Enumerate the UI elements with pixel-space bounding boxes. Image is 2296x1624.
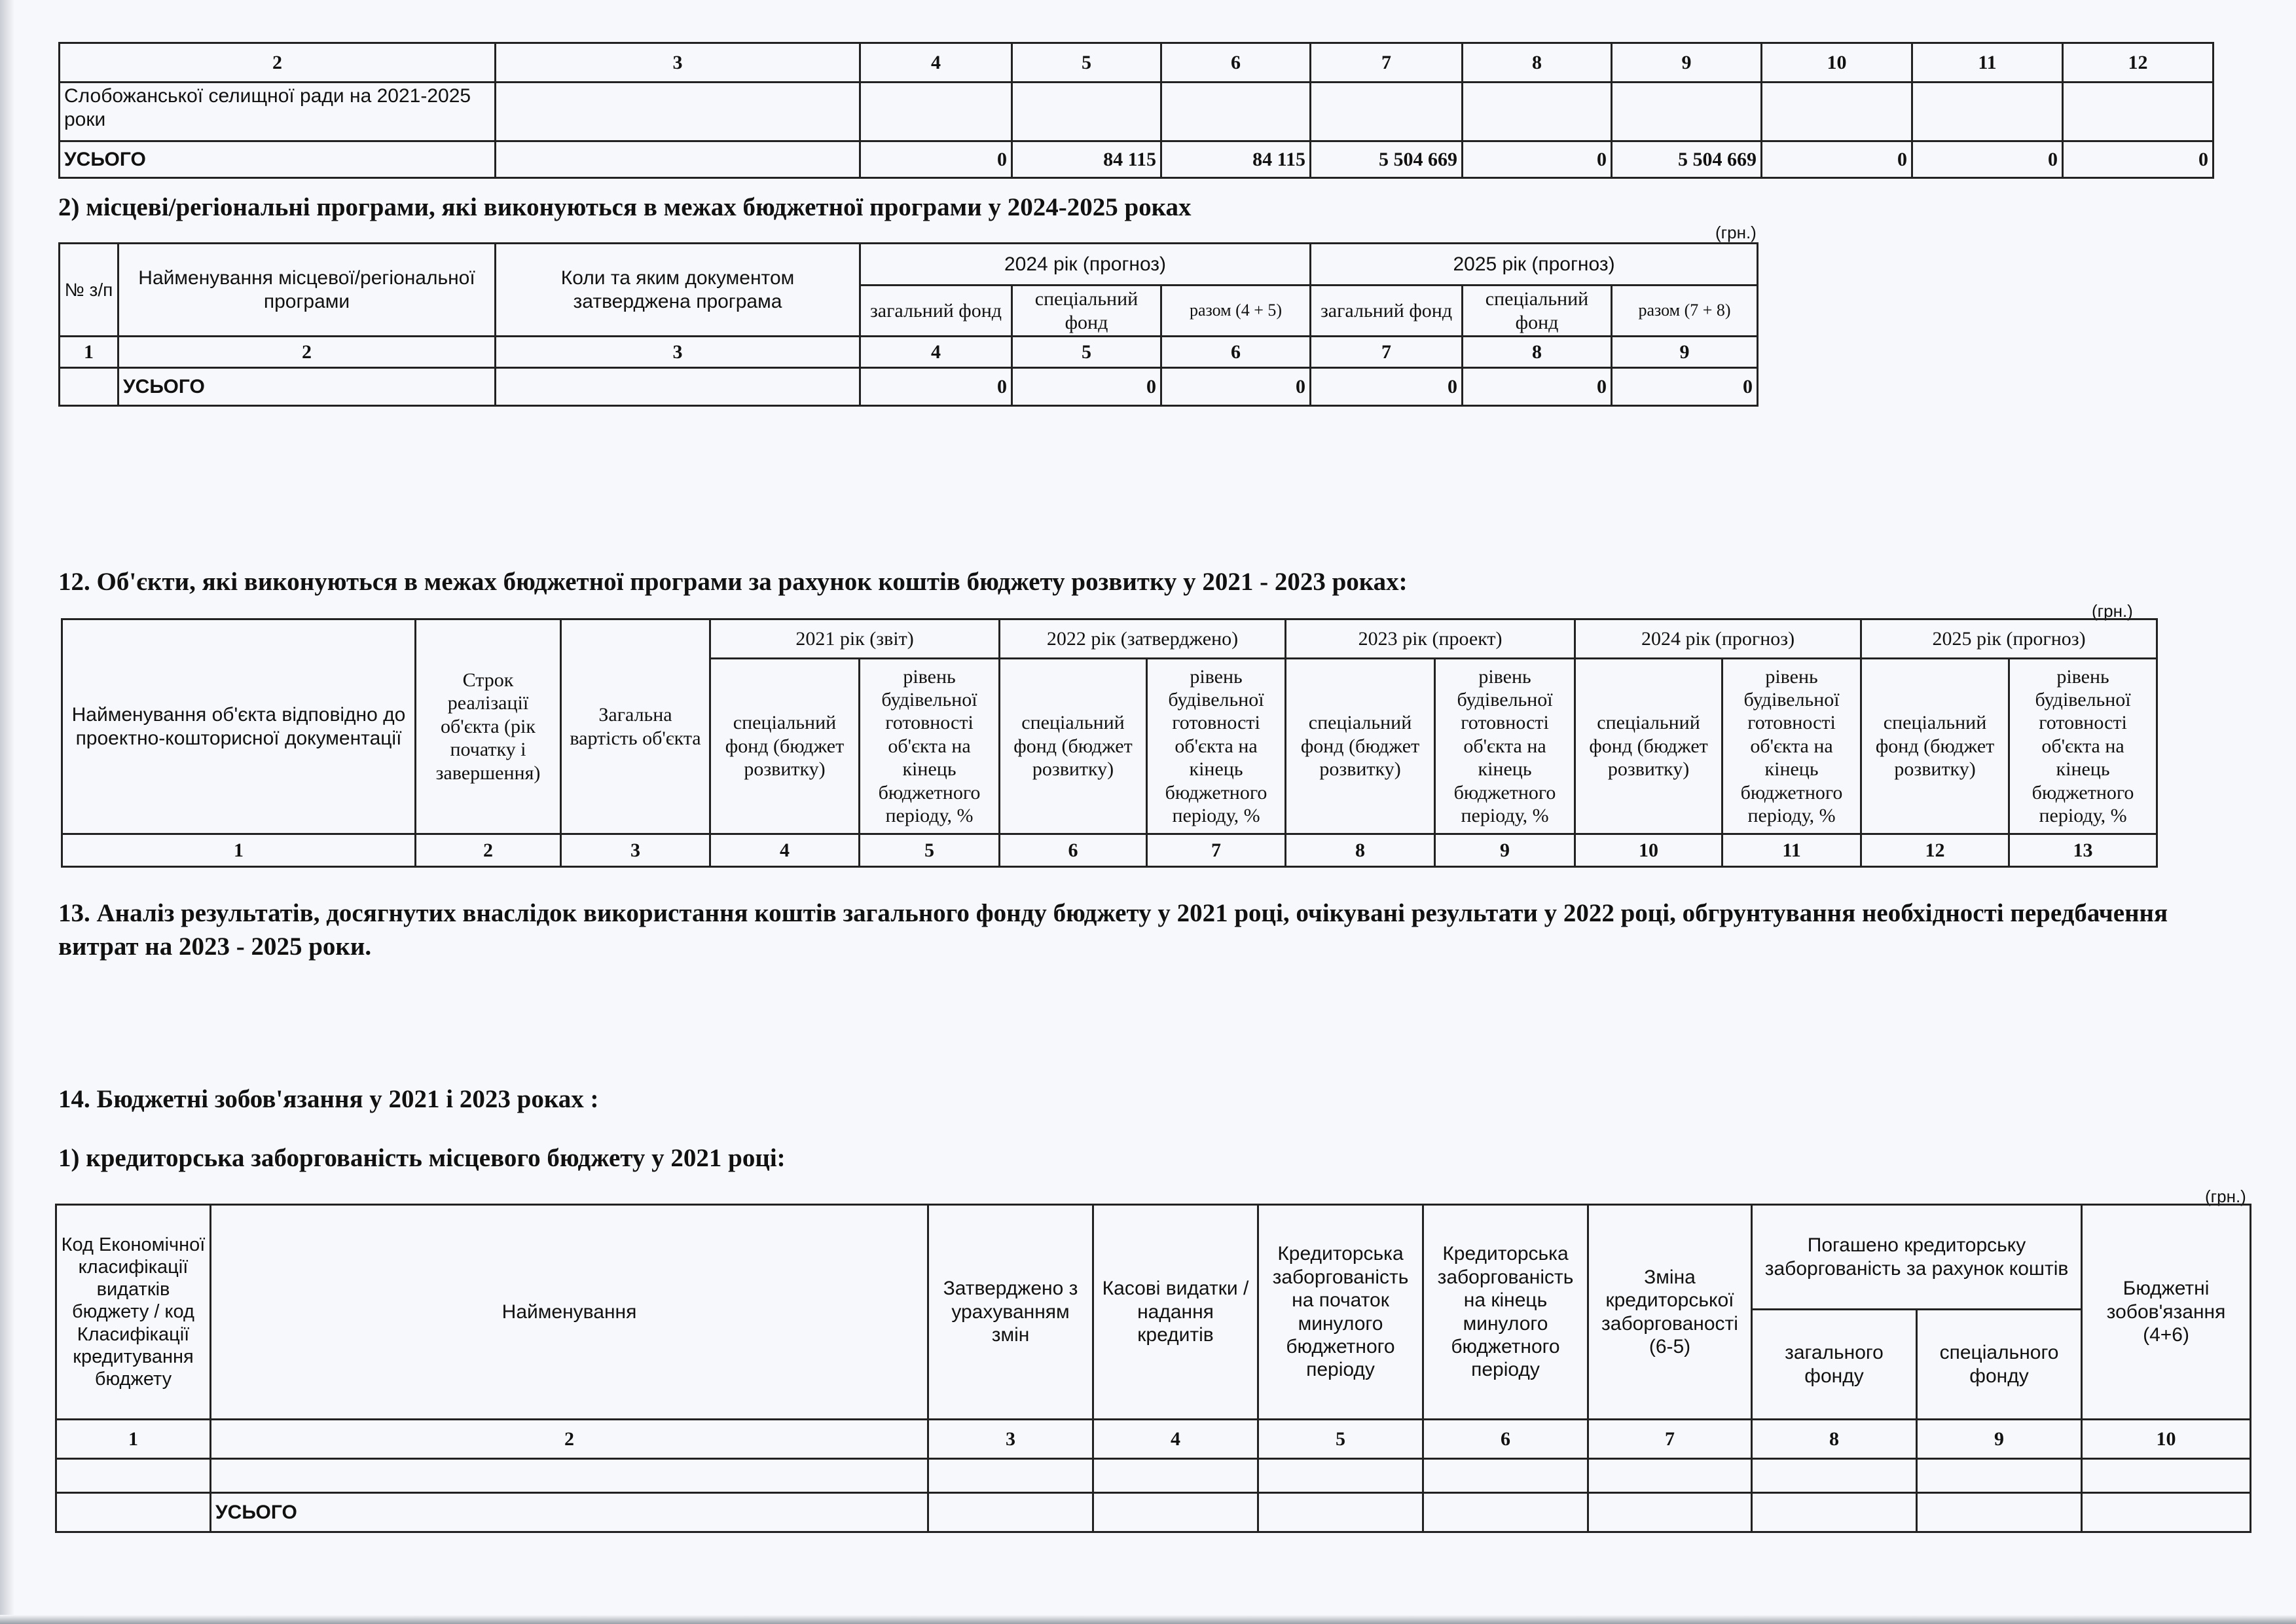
- header-general-fund: загальний фонд: [1311, 286, 1463, 337]
- col-num: 4: [1093, 1420, 1258, 1459]
- col-num: 3: [561, 834, 710, 867]
- col-num: 8: [1752, 1420, 1917, 1459]
- total-value: 0: [1463, 141, 1612, 178]
- programs-2021-2023-table-tail: [58, 42, 2214, 179]
- col-num: 2: [416, 834, 561, 867]
- col-num: 4: [860, 43, 1012, 83]
- total-value: 5 504 669: [1612, 141, 1762, 178]
- header-year-2023: 2023 рік (проект): [1286, 619, 1575, 659]
- table-row: [56, 1459, 2251, 1493]
- header-num: № з/п: [60, 244, 118, 337]
- col-num: 3: [928, 1420, 1093, 1459]
- total-value: 0: [1463, 368, 1612, 406]
- total-label: УСЬОГО: [211, 1493, 928, 1532]
- total-value: 84 115: [1012, 141, 1161, 178]
- header-year-2022: 2022 рік (затверджено): [1000, 619, 1286, 659]
- total-value: 0: [1311, 368, 1463, 406]
- total-label: УСЬОГО: [118, 368, 496, 406]
- scan-bottom-shadow: [0, 1615, 2296, 1624]
- local-programs-2024-2025-table: [58, 242, 1758, 407]
- header-special-fund: спеціальний фонд (бюджет розвитку): [1575, 659, 1722, 834]
- header-total: разом (4 + 5): [1161, 286, 1311, 337]
- col-num: 7: [1311, 337, 1463, 368]
- col-num: 4: [710, 834, 860, 867]
- col-num: 7: [1588, 1420, 1752, 1459]
- header-year-2024: 2024 рік (прогноз): [860, 244, 1311, 286]
- header-total-cost: Загальна вартість об'єкта: [561, 619, 710, 834]
- section-13-heading: 13. Аналіз результатів, досягнутих внаслідок використання коштів загального фонду бюджету у 2021 році, очікувані результати у 2022 році, обгрунтування необхідності передбачення витрат на 2023 - 2025 роки.: [58, 899, 2168, 961]
- header-special-fund: спеціальний фонд: [1463, 286, 1612, 337]
- header-readiness: рівень будівельної готовності об'єкта на кінець бюджетного періоду, %: [1435, 659, 1575, 834]
- total-label: УСЬОГО: [60, 141, 496, 178]
- header-readiness: рівень будівельної готовності об'єкта на кінець бюджетного періоду, %: [1722, 659, 1861, 834]
- col-num: 3: [496, 337, 860, 368]
- col-num: 5: [1258, 1420, 1423, 1459]
- col-num: 10: [1762, 43, 1912, 83]
- header-general-fund: загального фонду: [1752, 1310, 1917, 1420]
- header-special-fund: спеціальний фонд (бюджет розвитку): [1000, 659, 1147, 834]
- col-num: 9: [1435, 834, 1575, 867]
- col-num: 5: [1012, 43, 1161, 83]
- section-14-subheading: 1) кредиторська заборгованість місцевого бюджету у 2021 році:: [58, 1144, 786, 1172]
- header-total: разом (7 + 8): [1612, 286, 1758, 337]
- col-num: 8: [1463, 43, 1612, 83]
- header-special-fund: спеціальний фонд (бюджет розвитку): [1286, 659, 1435, 834]
- total-value: 0: [860, 368, 1012, 406]
- total-value: 5 504 669: [1311, 141, 1463, 178]
- header-approved-document: Коли та яким документом затверджена програма: [496, 244, 860, 337]
- header-readiness: рівень будівельної готовності об'єкта на кінець бюджетного періоду, %: [860, 659, 1000, 834]
- col-num: 12: [1861, 834, 2009, 867]
- header-code: Код Економічної класифікації видатків бюджету / код Класифікації кредитування бюджету: [56, 1205, 211, 1420]
- header-year-2021: 2021 рік (звіт): [710, 619, 1000, 659]
- col-num: 7: [1311, 43, 1463, 83]
- total-value: 0: [1161, 368, 1311, 406]
- header-approved: Затверджено з урахуванням змін: [928, 1205, 1093, 1420]
- local-programs-2024-2025-heading: 2) місцеві/регіональні програми, які виконуються в межах бюджетної програми у 2024-2025 роках: [58, 193, 1192, 221]
- header-special-fund: спеціальний фонд (бюджет розвитку): [710, 659, 860, 834]
- col-num: 9: [1612, 43, 1762, 83]
- col-num: 6: [1423, 1420, 1588, 1459]
- col-num: 2: [60, 43, 496, 83]
- header-year-2025: 2025 рік (прогноз): [1311, 244, 1758, 286]
- section-14-heading: 14. Бюджетні зобов'язання у 2021 і 2023 роках :: [58, 1085, 599, 1113]
- header-program-name: Найменування місцевої/регіональної програми: [118, 244, 496, 337]
- header-year-2025: 2025 рік (прогноз): [1861, 619, 2157, 659]
- header-readiness: рівень будівельної готовності об'єкта на кінець бюджетного періоду, %: [1147, 659, 1286, 834]
- total-value: 0: [1012, 368, 1161, 406]
- accounts-payable-2021-table: [55, 1204, 2251, 1533]
- header-year-2024: 2024 рік (прогноз): [1575, 619, 1861, 659]
- col-num: 2: [118, 337, 496, 368]
- header-term: Строк реалізації об'єкта (рік початку і завершення): [416, 619, 561, 834]
- header-debt-change: Зміна кредиторської заборгованості (6-5): [1588, 1205, 1752, 1420]
- col-num: 1: [56, 1420, 211, 1459]
- total-value: 0: [2063, 141, 2214, 178]
- col-num: 1: [60, 337, 118, 368]
- header-readiness: рівень будівельної готовності об'єкта на кінець бюджетного періоду, %: [2009, 659, 2157, 834]
- unit-label: (грн.): [2092, 601, 2133, 621]
- col-num: 2: [211, 1420, 928, 1459]
- header-debt-end: Кредиторська заборгованість на кінець минулого бюджетного періоду: [1423, 1205, 1588, 1420]
- total-value: 0: [1912, 141, 2063, 178]
- col-num: 6: [1000, 834, 1147, 867]
- col-num: 4: [860, 337, 1012, 368]
- header-special-fund: спеціальний фонд: [1012, 286, 1161, 337]
- header-name: Найменування: [211, 1205, 928, 1420]
- unit-label: (грн.): [2205, 1187, 2246, 1206]
- col-num: 11: [1912, 43, 2063, 83]
- col-num: 8: [1463, 337, 1612, 368]
- unit-label: (грн.): [1715, 223, 1757, 242]
- header-obligations: Бюджетні зобов'язання (4+6): [2082, 1205, 2251, 1420]
- header-special-fund: спеціального фонду: [1917, 1310, 2082, 1420]
- col-num: 6: [1161, 337, 1311, 368]
- header-object-name: Найменування об'єкта відповідно до проектно-кошторисної документації: [62, 619, 416, 834]
- col-num: 11: [1722, 834, 1861, 867]
- total-value: 84 115: [1161, 141, 1311, 178]
- header-general-fund: загальний фонд: [860, 286, 1012, 337]
- total-value: 0: [1762, 141, 1912, 178]
- col-num: 3: [496, 43, 860, 83]
- program-name-cell: Слобожанської селищної ради на 2021-2025 роки: [60, 83, 496, 141]
- col-num: 5: [1012, 337, 1161, 368]
- col-num: 1: [62, 834, 416, 867]
- header-debt-start: Кредиторська заборгованість на початок минулого бюджетного періоду: [1258, 1205, 1423, 1420]
- col-num: 9: [1612, 337, 1758, 368]
- header-repaid: Погашено кредиторську заборгованість за рахунок коштів: [1752, 1205, 2082, 1310]
- scan-edge-shadow: [0, 0, 14, 1624]
- section-12-heading: 12. Об'єкти, які виконуються в межах бюджетної програми за рахунок коштів бюджету розвитку у 2021 - 2023 роках:: [58, 568, 1408, 596]
- header-special-fund: спеціальний фонд (бюджет розвитку): [1861, 659, 2009, 834]
- header-cash-expenses: Касові видатки / надання кредитів: [1093, 1205, 1258, 1420]
- col-num: 10: [2082, 1420, 2251, 1459]
- col-num: 10: [1575, 834, 1722, 867]
- col-num: 7: [1147, 834, 1286, 867]
- total-value: 0: [1612, 368, 1758, 406]
- col-num: 5: [860, 834, 1000, 867]
- development-objects-table: [61, 618, 2158, 868]
- col-num: 12: [2063, 43, 2214, 83]
- col-num: 13: [2009, 834, 2157, 867]
- col-num: 8: [1286, 834, 1435, 867]
- col-num: 6: [1161, 43, 1311, 83]
- col-num: 9: [1917, 1420, 2082, 1459]
- total-value: 0: [860, 141, 1012, 178]
